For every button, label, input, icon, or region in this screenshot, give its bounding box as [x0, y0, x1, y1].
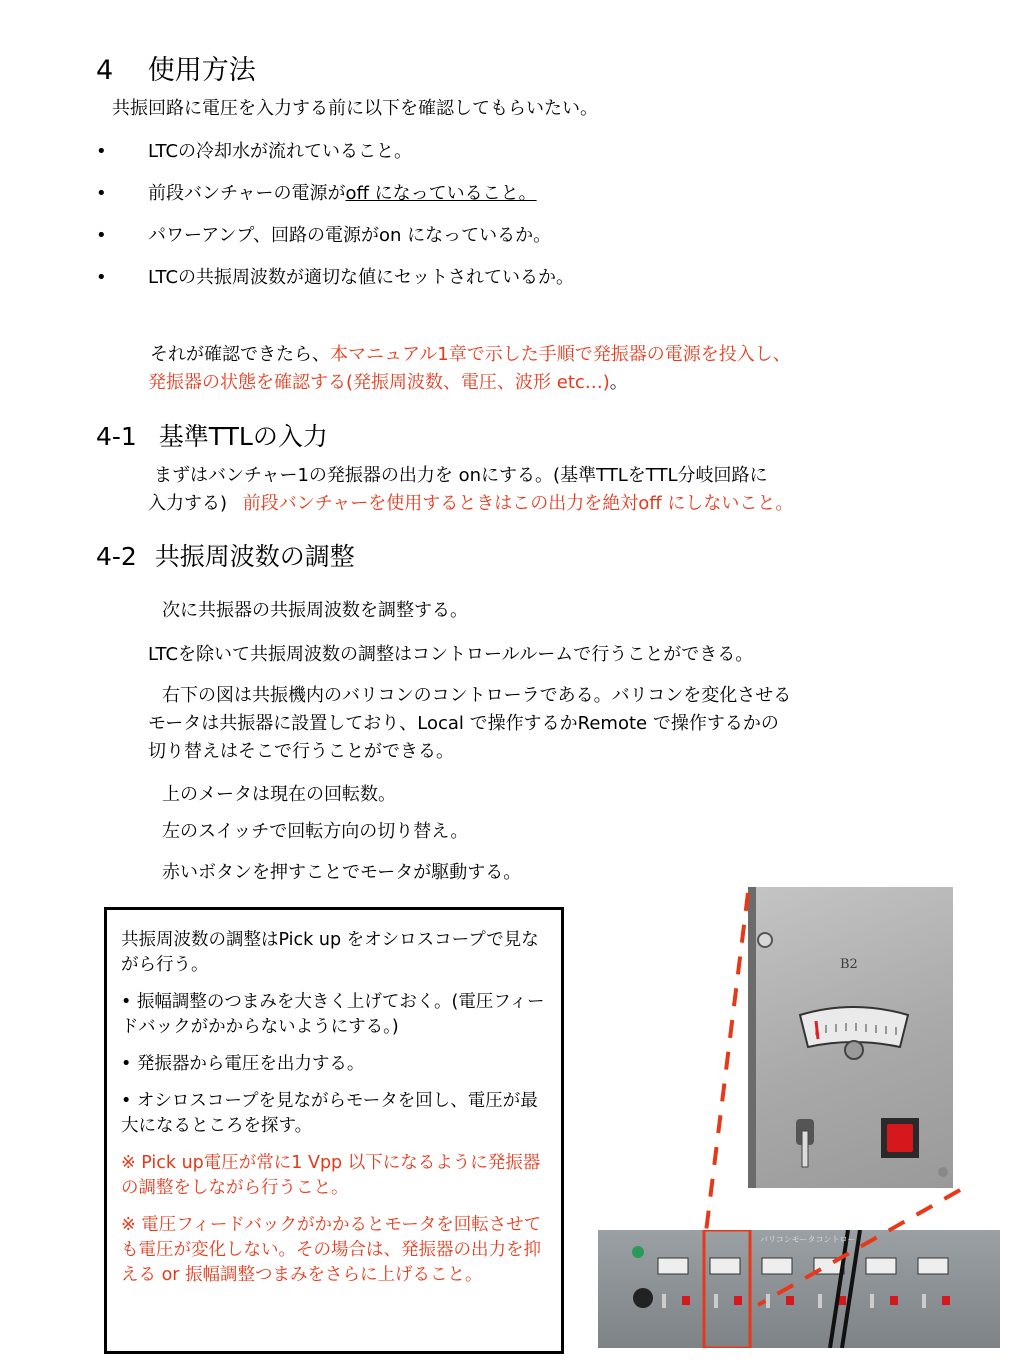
tune-line-8: 赤いボタンを押すことでモータが駆動する。: [162, 862, 522, 883]
box-note-2: ※ 電圧フィードバックがかかるとモータを回転させても電圧が変化しない。その場合は、発振器の出力を抑える or 振幅調整つまみをさらに上げること。: [121, 1215, 542, 1285]
bullet: •: [96, 267, 107, 288]
ttl-line-1: まずはバンチャー1の発振器の出力を onにする。(基準TTLをTTL分岐回路に: [154, 465, 768, 486]
callout-line-left: [706, 893, 748, 1232]
section-number: 4: [96, 55, 114, 86]
bullet: •: [96, 141, 107, 162]
tune-line-6: 上のメータは現在の回転数。: [162, 784, 396, 805]
confirm-red-1: 本マニュアル1章で示した手順で発振器の電源を投入し、: [330, 344, 791, 365]
box-paragraph-2: • 振幅調整のつまみを大きく上げておく。(電圧フィードバックがかからないようにする。): [121, 992, 545, 1037]
ttl-line-2a: 入力する): [148, 493, 228, 514]
confirm-lead: それが確認できたら、: [150, 344, 330, 365]
bullet: •: [96, 225, 107, 246]
section-number: 4-1: [96, 422, 137, 451]
box-paragraph-4: • オシロスコープを見ながらモータを回し、電圧が最大になるところを探す。: [121, 1091, 538, 1136]
box-paragraph-3: • 発振器から電圧を出力する。: [121, 1054, 365, 1074]
tune-line-2: LTCを除いて共振周波数の調整はコントロールルームで行うことができる。: [148, 644, 754, 665]
callout-line-right: [758, 1190, 960, 1305]
confirm-end: 。: [609, 372, 628, 393]
box-paragraph-1: 共振周波数の調整はPick up をオシロスコープで見ながら行う。: [121, 930, 539, 975]
checklist-item-3: パワーアンプ、回路の電源がon になっているか。: [148, 225, 552, 246]
box-note-1: ※ Pick up電圧が常に1 Vpp 以下になるように発振器の調整をしながら行うこと。: [121, 1153, 541, 1198]
checklist-item-4: LTCの共振周波数が適切な値にセットされているか。: [148, 267, 575, 288]
tune-line-5: 切り替えはそこで行うことができる。: [148, 741, 454, 762]
tune-line-1: 次に共振器の共振周波数を調整する。: [162, 600, 468, 621]
tune-line-4: モータは共振器に設置しており、Local で操作するかRemote で操作するかの: [148, 713, 779, 734]
checklist-item-2-text: 前段バンチャーの電源が: [148, 183, 346, 204]
section-title: 共振周波数の調整: [154, 542, 355, 571]
unit-label: B2: [840, 957, 858, 972]
checklist-item-2-underlined: off になっていること。: [345, 183, 537, 204]
tune-line-3: 右下の図は共振機内のバリコンのコントローラである。バリコンを変化させる: [162, 685, 792, 706]
tune-line-7: 左のスイッチで回転方向の切り替え。: [162, 821, 469, 842]
confirm-red-2: 発振器の状態を確認する(発振周波数、電圧、波形 etc…): [148, 372, 610, 393]
checklist-item-1: LTCの冷却水が流れていること。: [148, 141, 413, 162]
bullet: •: [96, 183, 107, 204]
section-title: 使用方法: [147, 55, 256, 86]
section-number: 4-2: [96, 542, 137, 571]
ttl-warning: 前段バンチャーを使用するときはこの出力を絶対off にしないこと。: [242, 493, 794, 514]
panel-title: バリコンモータコントロー: [760, 1235, 856, 1244]
intro-text: 共振回路に電圧を入力する前に以下を確認してもらいたい。: [112, 98, 598, 119]
section-title: 基準TTLの入力: [158, 422, 328, 451]
